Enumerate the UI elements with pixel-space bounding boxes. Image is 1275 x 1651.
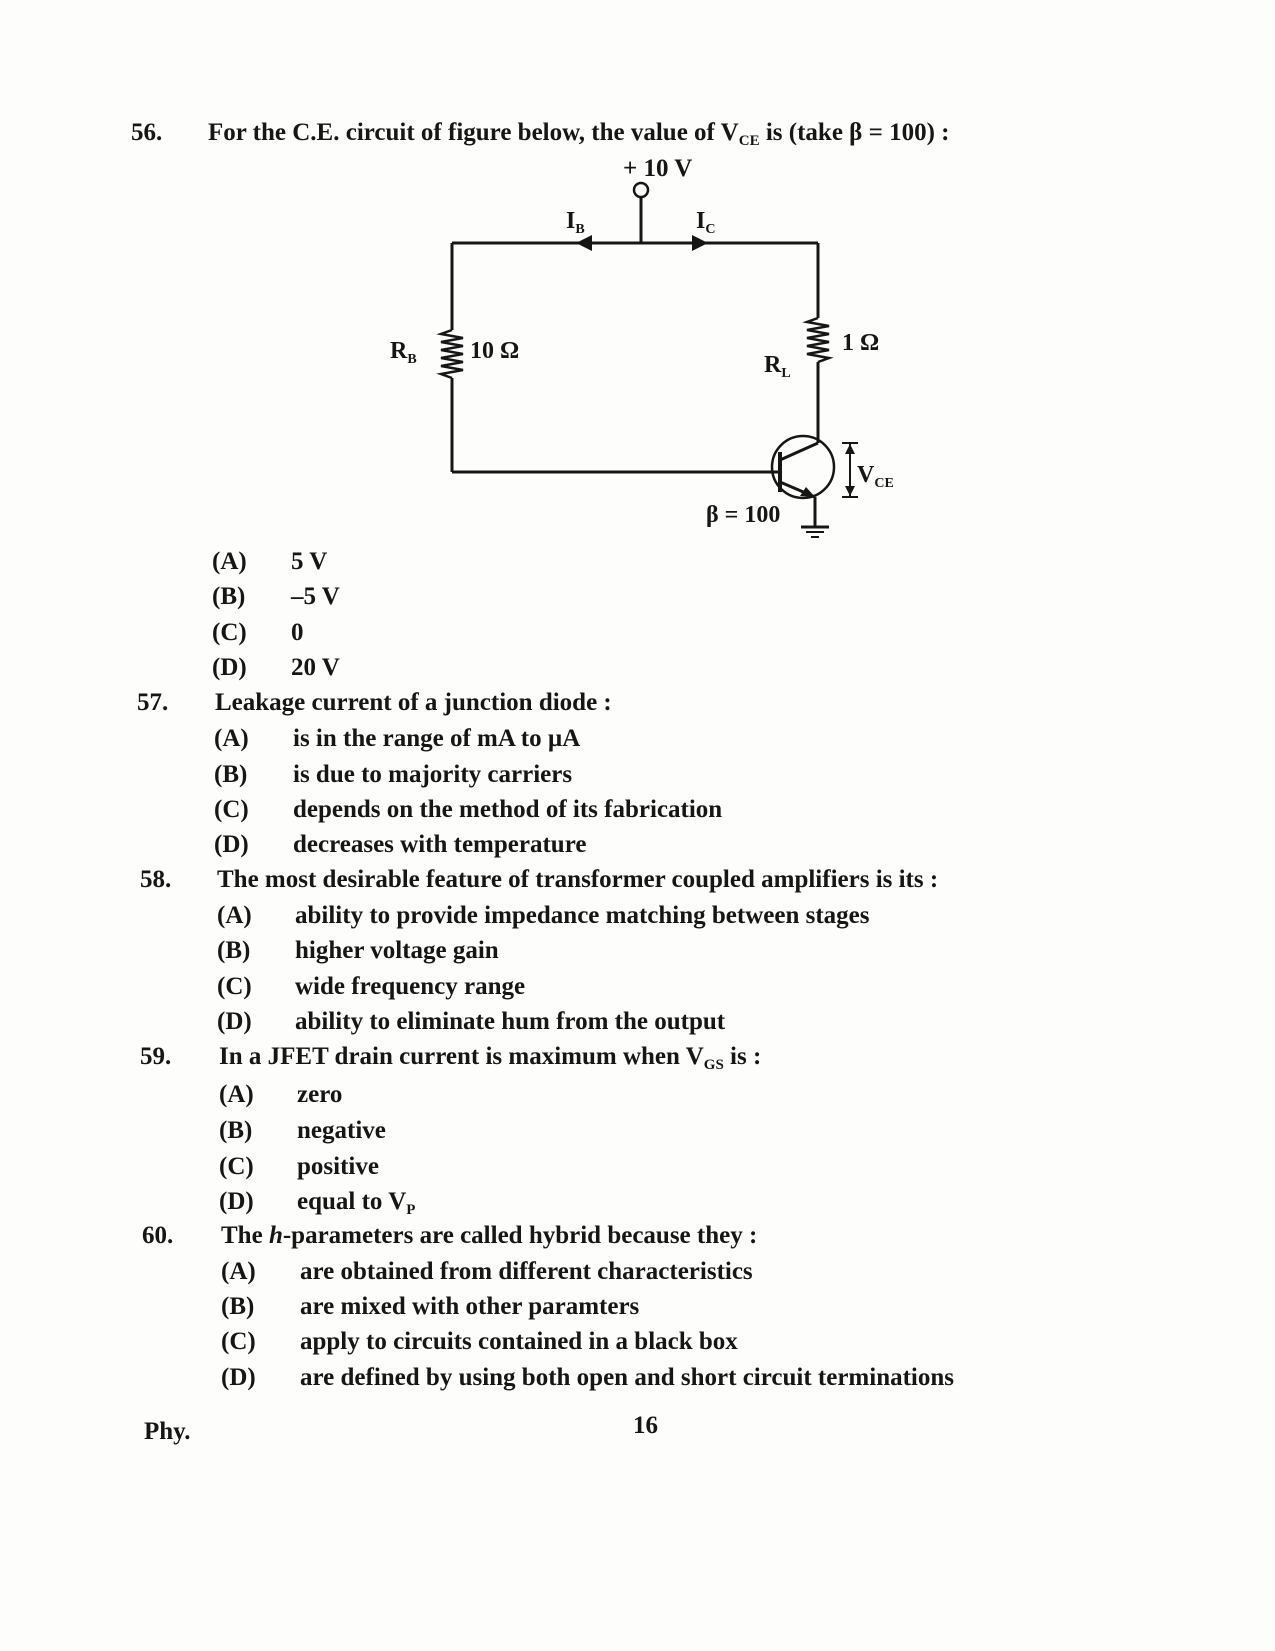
option-text: negative: [297, 1117, 386, 1144]
option-text: wide frequency range: [295, 973, 526, 1000]
option-text: are mixed with other paramters: [300, 1293, 640, 1320]
option-letter: (C): [221, 1328, 256, 1355]
option-letter: (D): [212, 654, 247, 681]
option-text: decreases with temperature: [293, 831, 587, 858]
option-text: ability to provide impedance matching between stages: [295, 902, 870, 929]
page-number: 16: [633, 1412, 658, 1439]
option-text: 5 V: [291, 548, 328, 575]
rl-value: 1 Ω: [842, 330, 880, 356]
option-letter: (C): [214, 796, 249, 823]
option-letter: (B): [212, 583, 246, 610]
option-letter: (C): [219, 1153, 254, 1180]
resistor-rb: [441, 330, 463, 378]
option-letter: (D): [221, 1364, 256, 1391]
ib-label: $I_B$: [566, 208, 585, 237]
option-text: is in the range of mA to µA: [293, 725, 581, 752]
option-letter: (A): [217, 902, 252, 929]
question-number: 56.: [131, 119, 163, 146]
ic-label: $I_C$: [696, 208, 716, 237]
option-letter: (B): [219, 1117, 253, 1144]
supply-label: + 10 V: [623, 155, 693, 182]
option-letter: (D): [217, 1008, 252, 1035]
option-text: apply to circuits contained in a black box: [300, 1328, 738, 1355]
question-56-text: For the C.E. circuit of figure below, the value of $V_{CE}$ is (take β = 100) :: [208, 119, 950, 149]
option-letter: (A): [219, 1081, 254, 1108]
supply-terminal: [634, 183, 648, 197]
option-letter: (A): [212, 548, 247, 575]
question-number: 59.: [140, 1043, 172, 1070]
option-text: 20 V: [291, 654, 340, 681]
ic-arrow-icon: [692, 235, 708, 251]
ce-circuit-diagram: [0, 0, 1275, 560]
question-number: 58.: [140, 866, 172, 893]
option-letter: (C): [217, 973, 252, 1000]
option-text: zero: [297, 1081, 343, 1108]
option-text: ability to eliminate hum from the output: [295, 1008, 726, 1035]
question-number: 57.: [137, 689, 169, 716]
option-text: is due to majority carriers: [293, 761, 573, 788]
resistor-rl: [807, 318, 829, 362]
option-letter: (B): [221, 1293, 255, 1320]
option-letter: (B): [214, 761, 248, 788]
option-text: positive: [297, 1153, 379, 1180]
vce-label: $V_{CE}$: [857, 462, 894, 491]
option-letter: (A): [221, 1258, 256, 1285]
question-text: The most desirable feature of transformer coupled amplifiers is its :: [217, 866, 939, 893]
option-text: depends on the method of its fabrication: [293, 796, 723, 823]
rb-value: 10 Ω: [470, 338, 520, 364]
option-letter: (A): [214, 725, 249, 752]
option-text: are defined by using both open and short circuit terminations: [300, 1364, 955, 1391]
rl-label: $R_L$: [764, 352, 791, 381]
question-text: The h-parameters are called hybrid because they :: [221, 1222, 758, 1249]
option-text: are obtained from different characteristics: [300, 1258, 753, 1285]
ib-arrow-icon: [576, 235, 592, 251]
question-text: Leakage current of a junction diode :: [215, 689, 612, 716]
question-number: 60.: [142, 1222, 174, 1249]
option-text: equal to $V_P$: [297, 1188, 416, 1218]
option-text: higher voltage gain: [295, 937, 499, 964]
footer-subject: Phy.: [144, 1418, 191, 1445]
option-text: 0: [291, 619, 304, 646]
option-letter: (D): [214, 831, 249, 858]
beta-label: β = 100: [706, 502, 781, 528]
question-text: In a JFET drain current is maximum when $V_{GS}$ is :: [219, 1043, 762, 1073]
option-text: –5 V: [291, 583, 340, 610]
option-letter: (D): [219, 1188, 254, 1215]
rb-label: $R_B$: [390, 338, 417, 367]
option-letter: (B): [217, 937, 251, 964]
option-letter: (C): [212, 619, 247, 646]
